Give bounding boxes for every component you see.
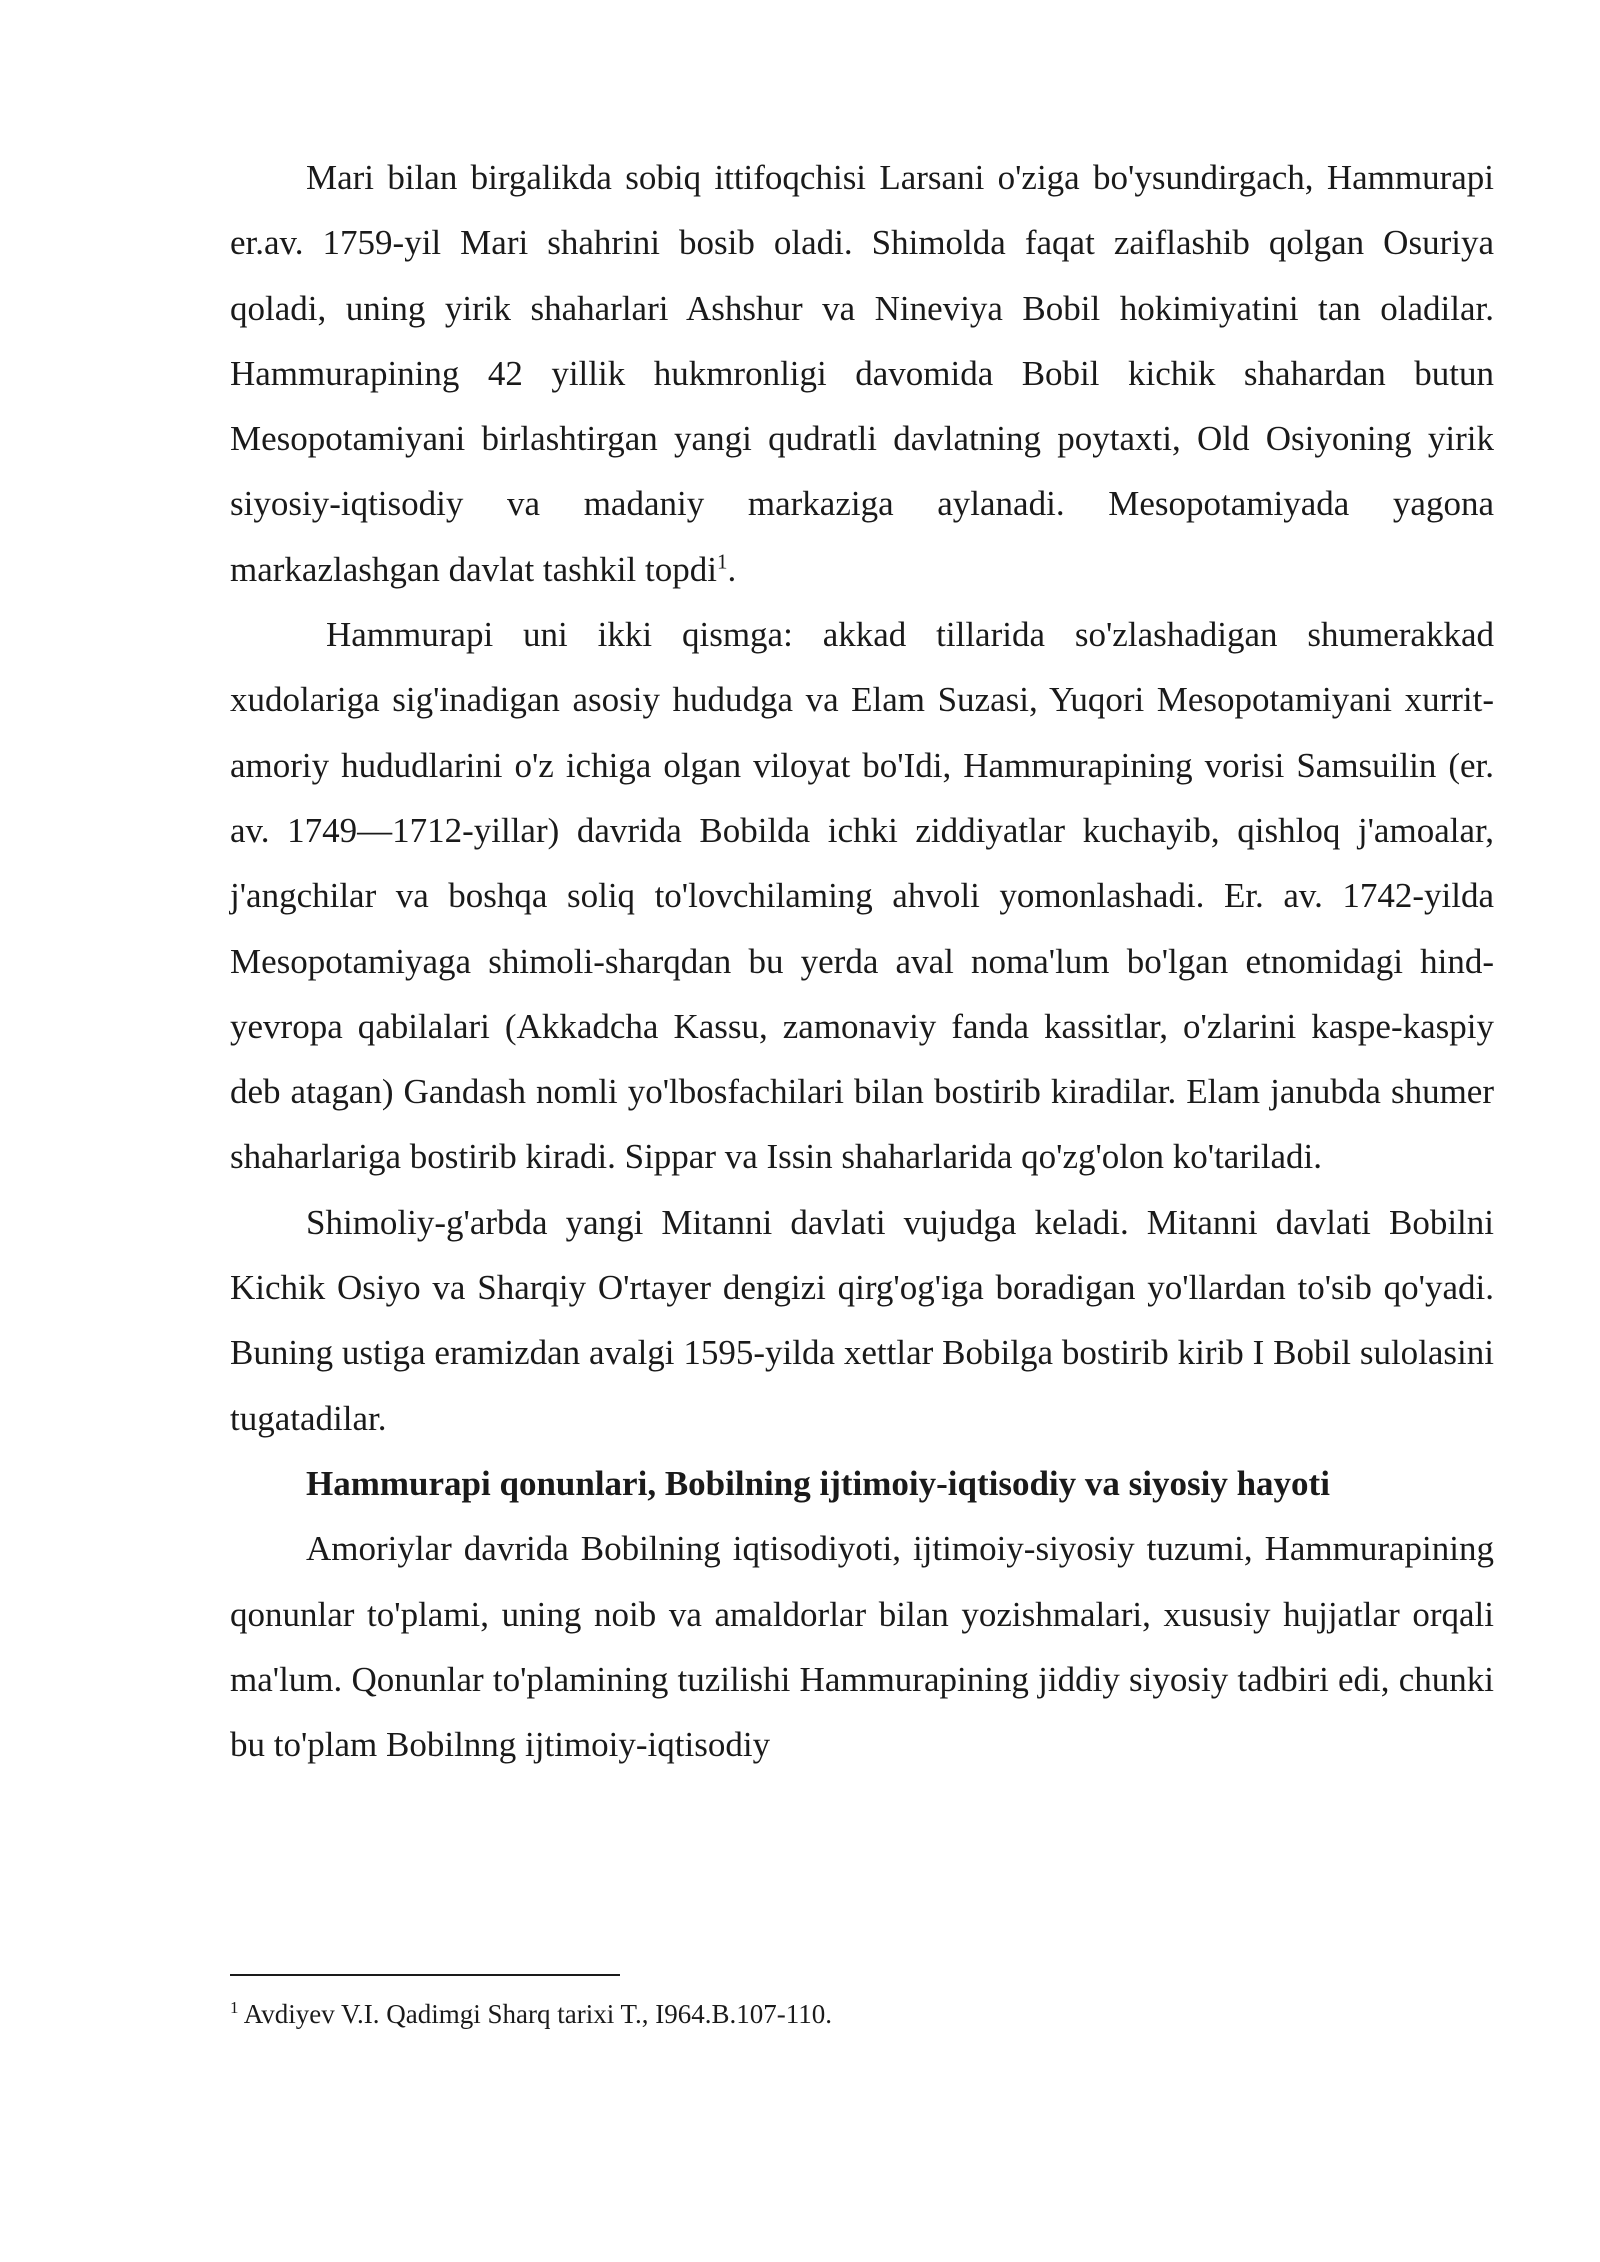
footnote <box>230 1996 1494 2032</box>
footnote-text: Avdiyev V.I. Qadimgi Sharq tarixi T., I964.B.107-110. <box>238 1999 832 2029</box>
paragraph-1-text: Mari bilan birgalikda sobiq ittifoqchisi Larsani o'ziga bo'ysundirgach, Hammurapi er.av. 1759-yil Mari shahrini bosib oladi. Shimolda faqat zaiflashib qolgan Osuriya qoladi, uning yirik shaharlari Ashshur va Nineviya Bobil hokimiyatini tan oladilar. Hammurapining 42 yillik hukmronligi davomida Bobil kichik shahardan butun Mesopotamiyani birlashtirgan yangi qudratli davlatning poytaxti, Old Osiyoning yirik siyosiy-iqtisodiy va madaniy markaziga aylanadi. Mesopotamiyada yagona markazlashgan davlat tashkil topdi <box>230 158 1494 589</box>
document-body <box>230 145 1494 1777</box>
paragraph-1 <box>230 145 1494 602</box>
paragraph-4: Amoriylar davrida Bobilning iqtisodiyoti, ijtimoiy-siyosiy tuzumi, Hammurapining qonunlar to'plami, uning noib va amaldorlar bilan yozishmalari, xususiy hujjatlar orqali ma'lum. Qonunlar to'plamining tuzilishi Hammurapining jiddiy siyosiy tadbiri edi, chunki bu to'plam Bobilnng ijtimoiy-iqtisodiy <box>230 1529 1494 1765</box>
paragraph-2: Hammurapi uni ikki qismga: akkad tillarida so'zlashadigan shumerakkad xudolariga sig'inadigan asosiy hududga va Elam Suzasi, Yuqori Mesopotamiyani xurrit-amoriy hududlarini o'z ichiga olgan viloyat bo'Idi, Hammurapining vorisi Samsuilin (er. av. 1749—1712-yillar) davrida Bobilda ichki ziddiyatlar kuchayib, qishloq j'amoalar, j'angchilar va boshqa soliq to'lovchilaming ahvoli yomonlashadi. Er. av. 1742-yilda Mesopotamiyaga shimoli-sharqdan bu yerda aval noma'lum bo'lgan etnomidagi hind-yevropa qabilalari (Akkadcha Kassu, zamonaviy fanda kassitlar, o'zlarini kaspe-kaspiy deb atagan) Gandash nomli yo'lbosfachilari bilan bostirib kiradilar. Elam janubda shumer shaharlariga bostirib kiradi. Sippar va Issin shaharlarida qo'zg'olon ko'tariladi. <box>230 615 1494 1177</box>
footnote-reference[interactable]: 1 <box>716 549 728 574</box>
paragraph-1-tail: . <box>727 549 737 589</box>
footnote-separator <box>230 1974 620 1976</box>
footnote-marker: 1 <box>230 1998 239 2017</box>
section-heading: Hammurapi qonunlari, Bobilning ijtimoiy-iqtisodiy va siyosiy hayoti <box>306 1463 1330 1503</box>
paragraph-3: Shimoliy-g'arbda yangi Mitanni davlati vujudga keladi. Mitanni davlati Bobilni Kichik Osiyo va Sharqiy O'rtayer dengizi qirg'og'iga boradigan yo'llardan to'sib qo'yadi. Buning ustiga eramizdan avalgi 1595-yilda xettlar Bobilga bostirib kirib I Bobil sulolasini tugatadilar. <box>230 1202 1494 1438</box>
